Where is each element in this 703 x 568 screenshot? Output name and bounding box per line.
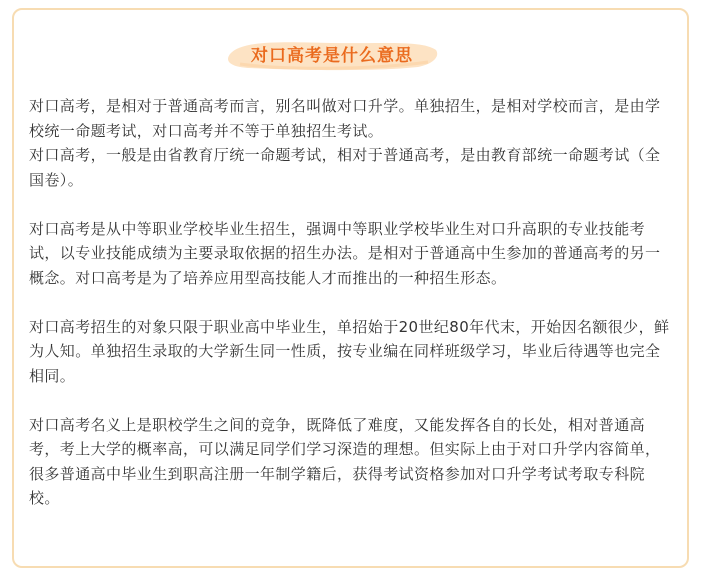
paragraph: 对口高考，是相对于普通高考而言，别名叫做对口升学。单独招生，是相对学校而言，是由学校统一命题考试，对口高考并不等于单独招生考试。 <box>29 97 661 140</box>
paragraph: 对口高考是从中等职业学校毕业生招生，强调中等职业学校毕业生对口升高职的专业技能考试，以专业技能成绩为主要录取依据的招生办法。是相对于普通高中生参加的普通高考的另一概念。对口高考是为了培养应用型高技能人才而推出的一种招生形态。 <box>29 219 661 287</box>
paragraph: 对口高考招生的对象只限于职业高中毕业生，单招始于20世纪80年代末，开始因名额很少，鲜为人知。单独招生录取的大学新生同一性质，按专业编在同样班级学习，毕业后待遇等也完全相同。 <box>29 317 670 385</box>
page-title: 对口高考是什么意思 <box>251 46 413 66</box>
article-body <box>29 94 675 511</box>
paragraph: 对口高考，一般是由省教育厅统一命题考试，相对于普通高考，是由教育部统一命题考试（全国卷）。 <box>29 146 661 189</box>
title-banner <box>222 28 442 80</box>
paragraph: 对口高考名义上是职校学生之间的竞争，既降低了难度，又能发挥各自的长处，相对普通高考，考上大学的概率高，可以满足同学们学习深造的理想。但实际上由于对口升学内容简单，很多普通高中毕业生到职高注册一年制学籍后，获得考试资格参加对口升学考试考取专科院校。 <box>29 415 661 507</box>
